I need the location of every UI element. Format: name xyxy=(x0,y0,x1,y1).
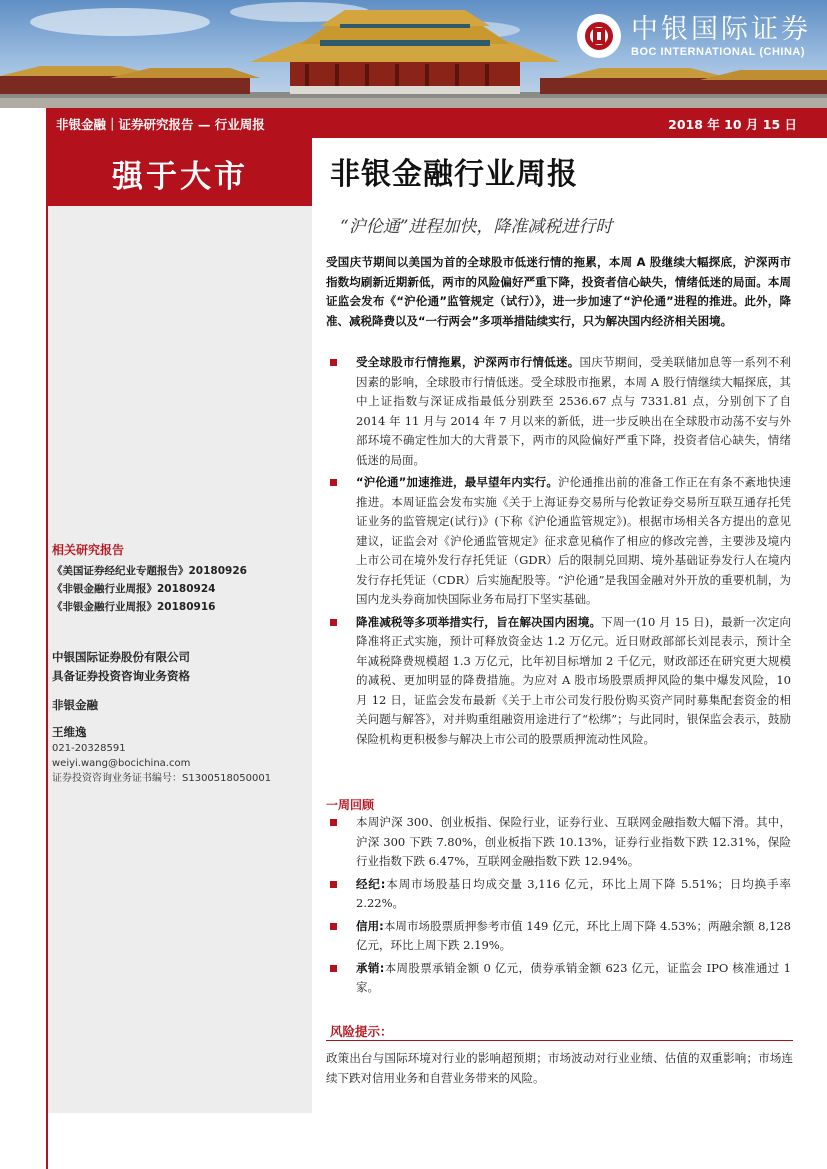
report-category: 非银金融｜证券研究报告 — 行业周报 xyxy=(56,117,265,132)
risk-text: 政策出台与国际环境对行业的影响超预期；市场波动对行业业绩、估值的双重影响；市场连续下跌对信用业务和自营业务带来的风险。 xyxy=(326,1051,793,1085)
point-lead: 受全球股市行情拖累，沪深两市行情低迷。 xyxy=(356,355,580,369)
company-qualification: 具备证券投资咨询业务资格 xyxy=(52,669,190,683)
list-item xyxy=(326,959,791,998)
list-item xyxy=(326,613,791,750)
list-item xyxy=(326,473,791,610)
list-item xyxy=(326,353,791,470)
header-banner xyxy=(0,0,827,108)
review-text: 本周市场股票质押参考市值 149 亿元，环比上周下降 4.53%；两融余额 8,128 亿元，环比上周下跌 2.19%。 xyxy=(356,918,791,952)
brand-name-cn: 中银国际证券 xyxy=(631,14,811,45)
analyst-contact xyxy=(52,741,271,786)
report-category-bar xyxy=(46,108,827,138)
list-item xyxy=(326,813,791,872)
bullet-square-icon xyxy=(330,881,337,888)
risk-divider xyxy=(326,1040,793,1041)
week-review-heading: 一周回顾 xyxy=(326,798,375,812)
rating-badge: 强于大市 xyxy=(48,138,312,206)
page-subtitle: “沪伦通”进程加快，降准减税进行时 xyxy=(340,217,613,237)
page-title: 非银金融行业周报 xyxy=(330,157,578,192)
related-report-item: 《美国证券经纪业专题报告》20180926 xyxy=(52,565,247,577)
related-report-item: 《非银金融行业周报》20180916 xyxy=(52,601,216,613)
point-text: 沪伦通推出前的准备工作正在有条不紊地快速推进。本周证监会发布实施《关于上海证券交易所与伦敦证券交易所互联互通存托凭证业务的监管规定(试行)》(下称《沪伦通监管规定》)。根据市场相关各方提出的意见建议，证监会对《沪伦通监管规定》征求意见稿作了相应的修改完善，主要涉及境内上市公司在境外发行存托凭证（GDR）后的限制兑回期、境外基础证券发行人在境内发行存托凭证（CDR）后实施配股等。“沪伦通”是我国金融对外开放的重要机制，为国内龙头券商加快国际业务布局打下坚实基础。 xyxy=(356,475,791,606)
risk-heading: 风险提示： xyxy=(330,1024,393,1039)
point-text: 国庆节期间，受美联储加息等一系列不利因素的影响，全球股市行情低迷。受全球股市拖累，本周 A 股行情继续大幅探底，其中上证指数与深证成指最低分别跌至 2536.67 点与 7331.81 点，分别创下了自 2014 年 11 月与 2014 年 7 月以来的新低，进一步反映出在全球股市动荡不安与外部环境不确定性加大的大背景下，两市的风险偏好严重下降，投资者信心缺失，情绪低迷的局面。 xyxy=(356,355,791,467)
bullet-square-icon xyxy=(330,923,337,930)
point-lead: 降准减税等多项举措实行，旨在解决国内困境。 xyxy=(356,614,602,629)
review-text: 本周市场股基日均成交量 3,116 亿元，环比上周下降 5.51%；日均换手率 2.22%。 xyxy=(356,876,791,910)
review-lead: 承销: xyxy=(356,960,385,975)
point-text: 下周一(10 月 15 日)，最新一次定向降准将正式实施，预计可释放资金达 1.2 万亿元。近日财政部部长刘昆表示，预计全年减税降费规模超 1.3 万亿元，比年初目标增加 2 千亿元，财政部还在研究更大规模的减税、更加明显的降费措施。为应对 A 股市场股票质押风险的集中爆发风险，10 月 12 日，证监会发布最新《关于上市公司发行股份购买资产同时募集配套资金的相关问题与解答》，对并购重组融资用途进行了“松绑”；与此同时，银保监会表示，鼓励保险机构更积极参与解决上市公司的股票质押流动性风险。 xyxy=(356,614,791,746)
point-lead: “沪伦通”加速推进，最早望年内实行。 xyxy=(356,475,558,489)
bullet-square-icon xyxy=(330,619,337,626)
sidebar xyxy=(48,138,312,1113)
review-text: 本周股票承销金额 0 亿元，债券承销金额 623 亿元，证监会 IPO 核准通过 1 家。 xyxy=(356,960,791,994)
report-date: 2018 年 10 月 15 日 xyxy=(668,117,797,132)
review-text: 本周沪深 300、创业板指、保险行业，证券行业、互联网金融指数大幅下滑。其中，沪深 300 下跌 7.80%，创业板指下跌 10.13%，证券行业指数下跌 12.31%，保险行业指数下跌 6.47%，互联网金融指数下跌 12.94%。 xyxy=(356,815,791,868)
key-points-list xyxy=(326,353,791,752)
bullet-square-icon xyxy=(330,819,337,826)
review-lead: 信用: xyxy=(356,918,384,933)
brand-name-en: BOC INTERNATIONAL (CHINA) xyxy=(631,46,806,58)
related-report-item: 《非银金融行业周报》20180924 xyxy=(52,583,216,595)
analyst-name: 王维逸 xyxy=(52,725,87,739)
bullet-square-icon xyxy=(330,359,337,366)
list-item xyxy=(326,917,791,956)
company-info xyxy=(52,648,190,686)
related-reports-list xyxy=(52,562,247,616)
analyst-license: 证券投资咨询业务证书编号：S1300518050001 xyxy=(52,773,272,784)
bullet-square-icon xyxy=(330,965,337,972)
boc-emblem-icon xyxy=(577,14,621,58)
list-item xyxy=(326,875,791,914)
company-name: 中银国际证券股份有限公司 xyxy=(52,650,190,664)
review-lead: 经纪: xyxy=(356,876,386,891)
brand-logo xyxy=(577,14,811,58)
week-review-list xyxy=(326,813,791,1001)
analyst-email[interactable]: weiyi.wang@bocichina.com xyxy=(52,758,191,769)
analyst-phone: 021-20328591 xyxy=(52,743,126,754)
executive-summary: 受国庆节期间以美国为首的全球股市低迷行情的拖累，本周 A 股继续大幅探底，沪深两市指数均刷新近期新低，两市的风险偏好严重下降，投资者信心缺失，情绪低迷的局面。本周证监会发布《“沪伦通”监管规定（试行）》，进一步加速了“沪伦通”进程的推进。此外，降准、减税降费以及“一行两会”多项举措陆续实行，只为解决国内经济相关困境。 xyxy=(326,255,791,328)
sector-label: 非银金融 xyxy=(52,698,98,712)
bullet-square-icon xyxy=(330,479,337,486)
related-reports-heading: 相关研究报告 xyxy=(52,543,125,557)
